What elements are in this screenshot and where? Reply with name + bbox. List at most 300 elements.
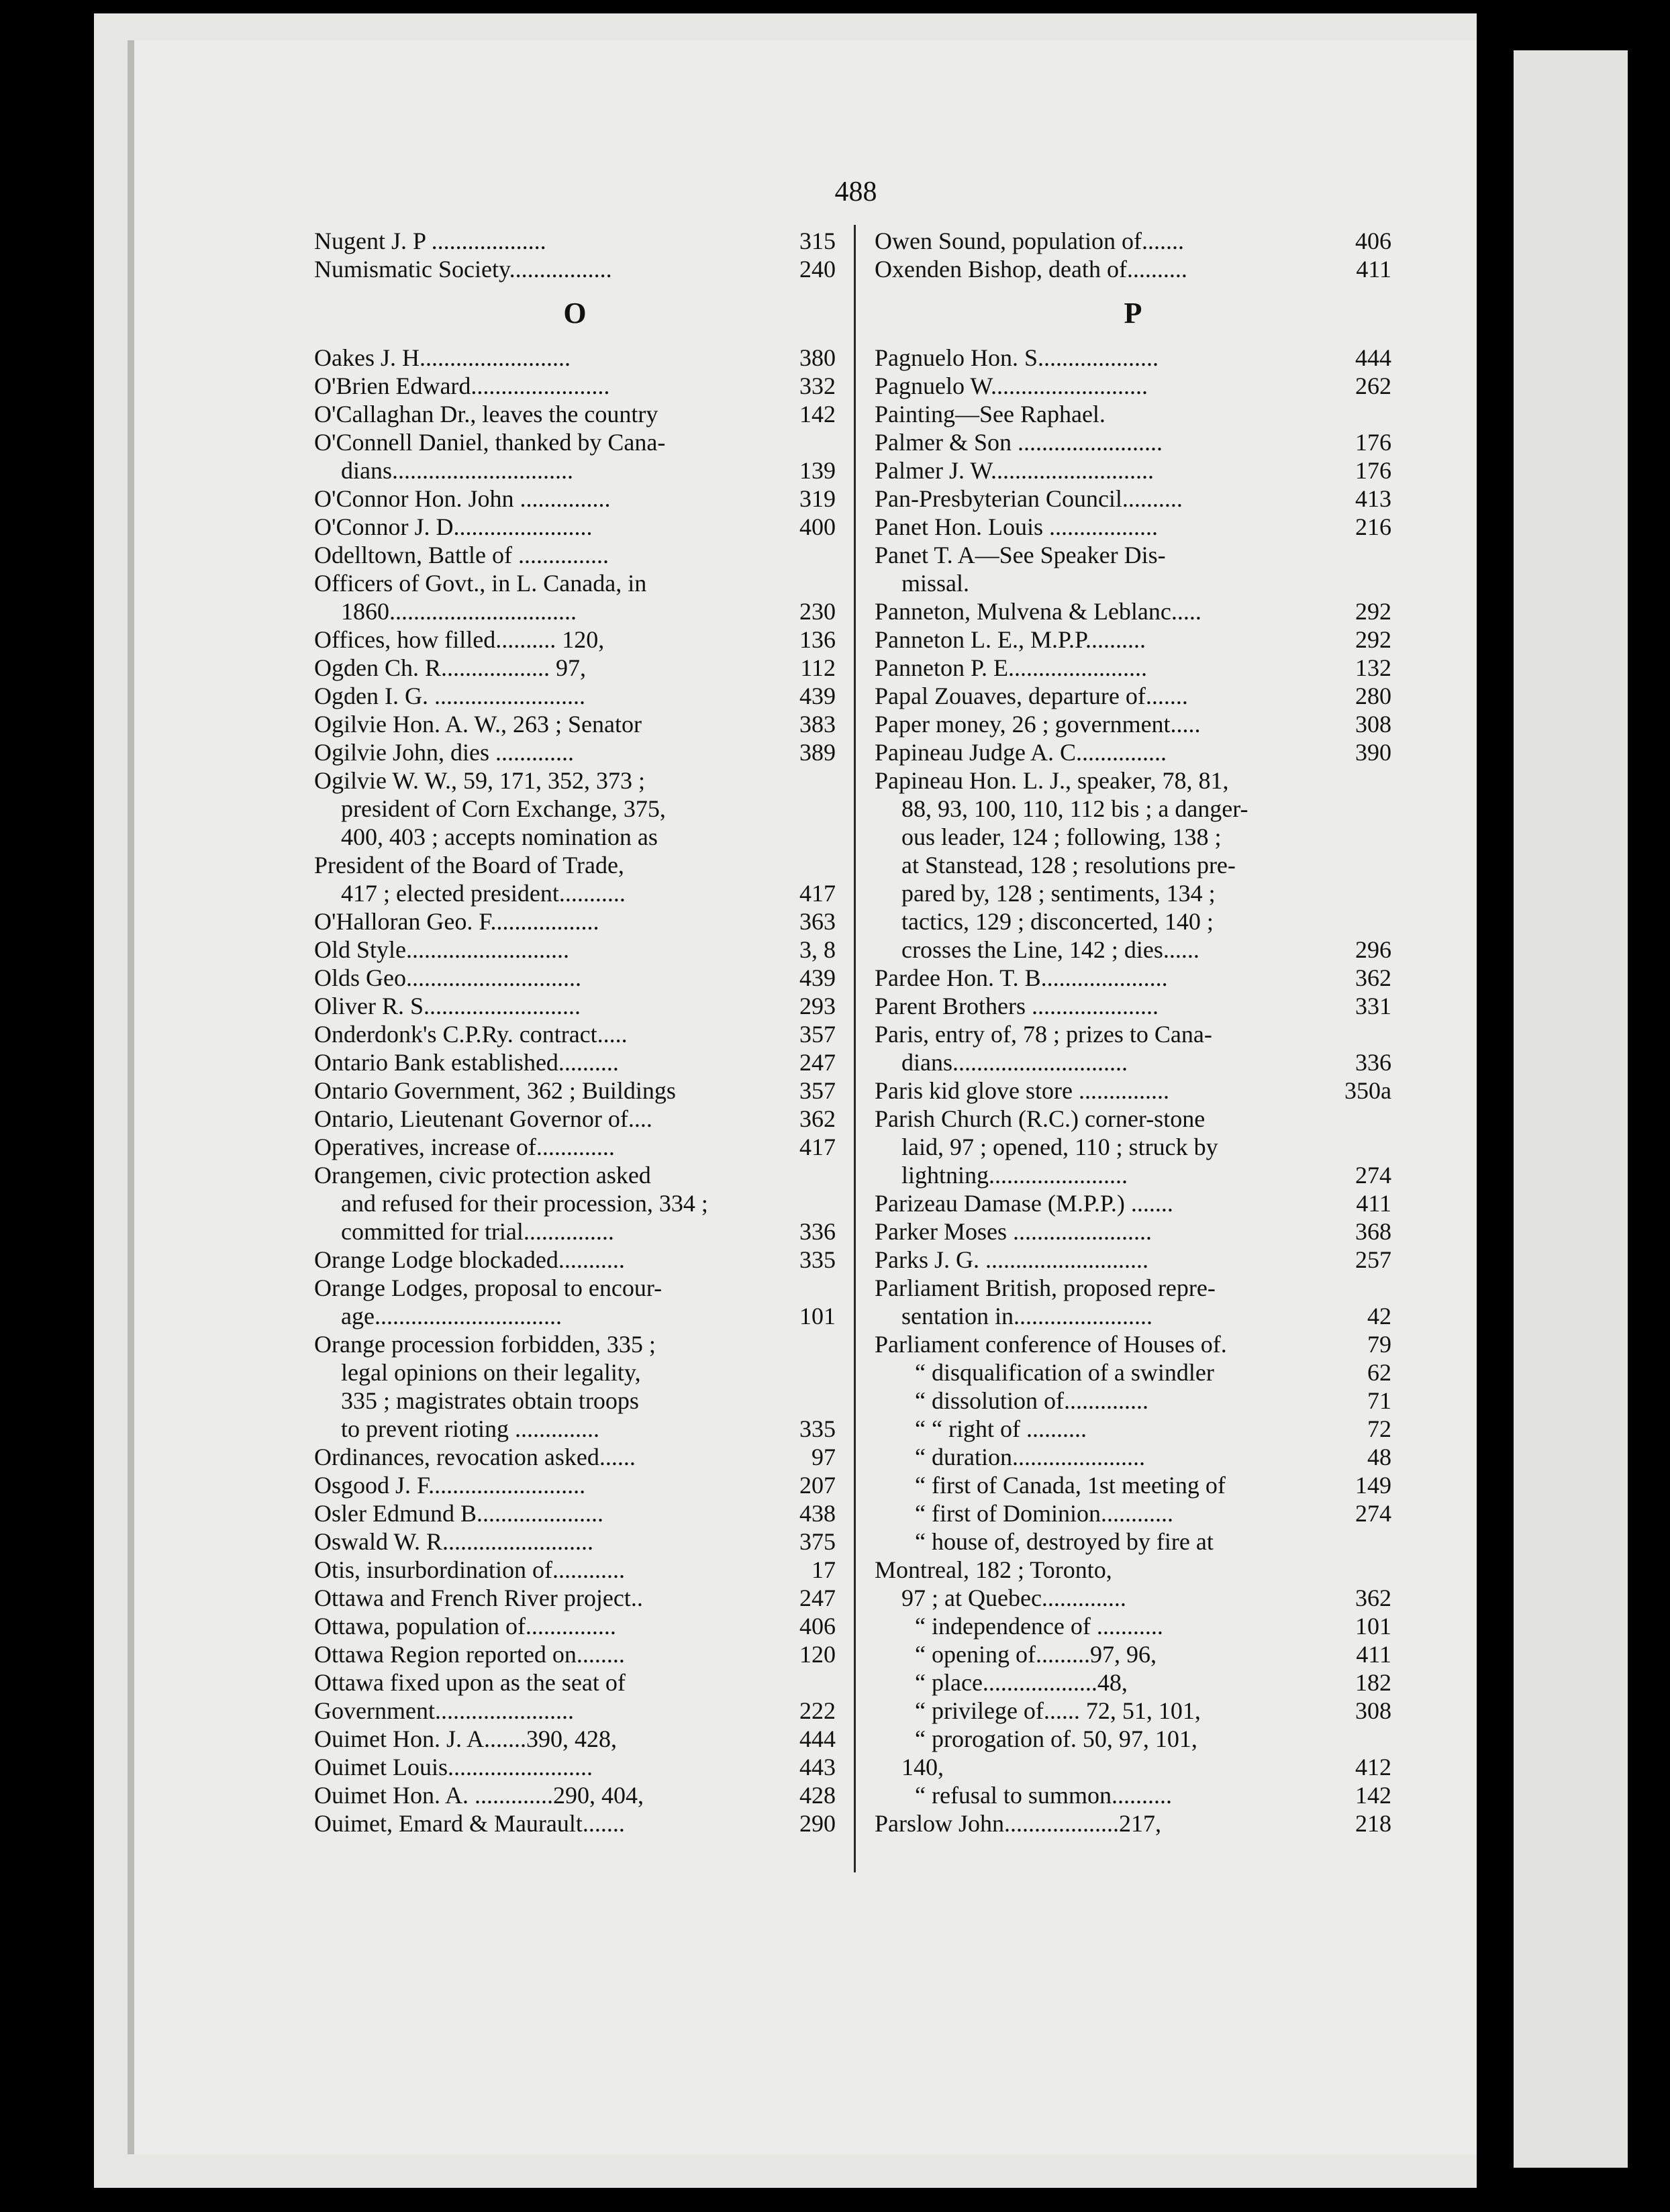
index-entry [875, 541, 1391, 569]
entry-text: “ house of, destroyed by fire at [915, 1528, 1214, 1555]
entry-text: Ontario, Lieutenant Governor of.... [314, 1105, 652, 1132]
entry-text: Orangemen, civic protection asked [314, 1162, 651, 1189]
entry-page: 336 [1355, 1049, 1391, 1076]
index-entry [875, 1161, 1391, 1189]
index-entry [314, 1217, 836, 1246]
index-entry [875, 1527, 1391, 1556]
entry-text: Otis, insurbordination of............ [314, 1556, 625, 1583]
index-entry [314, 1358, 836, 1387]
entry-text: Ontario Government, 362 ; Buildings [314, 1077, 676, 1104]
entry-text: “ place...................48, [915, 1669, 1128, 1696]
entry-text: committed for trial............... [341, 1218, 614, 1245]
index-entry [875, 344, 1391, 372]
entry-text: Ogilvie John, dies ............. [314, 739, 574, 766]
entry-text: Ontario Bank established.......... [314, 1049, 619, 1076]
entry-page: 216 [1355, 513, 1391, 540]
entry-page: 406 [799, 1613, 836, 1640]
index-entry [314, 1443, 836, 1471]
entry-page: 72 [1367, 1415, 1391, 1442]
entry-text: “ first of Dominion............ [915, 1500, 1173, 1527]
index-entry [314, 1584, 836, 1612]
entry-page: 319 [799, 485, 836, 512]
entry-page: 142 [799, 401, 836, 428]
entry-page: 443 [799, 1754, 836, 1780]
index-entry [875, 851, 1391, 879]
entry-text: Owen Sound, population of....... [875, 228, 1184, 254]
entry-text: Parliament conference of Houses of. [875, 1331, 1227, 1358]
entry-text: missal. [901, 570, 970, 597]
entry-page: 400 [799, 513, 836, 540]
index-entry [314, 1105, 836, 1133]
entry-page: 362 [1355, 964, 1391, 991]
entry-page: 79 [1367, 1331, 1391, 1358]
index-entry [875, 1330, 1391, 1358]
entry-text: president of Corn Exchange, 375, [341, 795, 666, 822]
index-entry [875, 1753, 1391, 1781]
entry-page: 413 [1355, 485, 1391, 512]
entry-page: 132 [1355, 654, 1391, 681]
entry-text: Ottawa fixed upon as the seat of [314, 1669, 626, 1696]
entry-page: 428 [799, 1782, 836, 1809]
index-entry [314, 1781, 836, 1809]
index-entry [875, 456, 1391, 485]
entry-page: 207 [799, 1472, 836, 1499]
entry-page: 3, 8 [799, 936, 836, 963]
entry-text: Pan-Presbyterian Council.......... [875, 485, 1183, 512]
index-entry [314, 541, 836, 569]
entry-text: Parish Church (R.C.) corner-stone [875, 1105, 1206, 1132]
index-entry [875, 1387, 1391, 1415]
index-entry [314, 1697, 836, 1725]
entry-text: 97 ; at Quebec.............. [901, 1585, 1126, 1611]
entry-page: 390 [1355, 739, 1391, 766]
book-spine [1477, 0, 1514, 2212]
entry-text: Paper money, 26 ; government..... [875, 711, 1201, 738]
entry-page: 335 [799, 1415, 836, 1442]
entry-text: Panet T. A—See Speaker Dis- [875, 542, 1166, 568]
index-entry [875, 1809, 1391, 1838]
entry-page: 380 [799, 344, 836, 371]
index-entry [875, 400, 1391, 428]
section-heading: O [563, 297, 587, 330]
index-entry [314, 597, 836, 625]
entry-text: ous leader, 124 ; following, 138 ; [901, 823, 1222, 850]
index-entry [875, 1302, 1391, 1330]
index-entry [875, 428, 1391, 456]
entry-text: Montreal, 182 ; Toronto, [875, 1556, 1112, 1583]
entry-page: 176 [1355, 429, 1391, 456]
entry-text: Olds Geo............................. [314, 964, 581, 991]
index-entry [875, 1499, 1391, 1527]
index-entry [875, 1415, 1391, 1443]
index-entry [314, 654, 836, 682]
entry-text: 335 ; magistrates obtain troops [341, 1387, 639, 1414]
entry-text: “ “ right of .......... [915, 1415, 1087, 1442]
entry-text: sentation in....................... [901, 1303, 1152, 1329]
entry-page: 439 [799, 964, 836, 991]
entry-page: 42 [1367, 1303, 1391, 1329]
entry-text: Osler Edmund B..................... [314, 1500, 603, 1527]
entry-page: 240 [799, 256, 836, 283]
entry-page: 444 [1355, 344, 1391, 371]
entry-page: 308 [1355, 711, 1391, 738]
index-entry [314, 992, 836, 1020]
index-entry [314, 907, 836, 936]
index-entry [875, 1076, 1391, 1105]
entry-text: Parks J. G. ........................... [875, 1246, 1149, 1273]
entry-page: 315 [799, 228, 836, 254]
entry-page: 176 [1355, 457, 1391, 484]
index-entry [314, 400, 836, 428]
entry-page: 257 [1355, 1246, 1391, 1273]
entry-text: Orange Lodge blockaded........... [314, 1246, 625, 1273]
index-entry [314, 1640, 836, 1668]
entry-text: “ dissolution of.............. [915, 1387, 1148, 1414]
entry-text: Ottawa and French River project.. [314, 1585, 643, 1611]
index-entry [314, 1471, 836, 1499]
entry-text: Panneton L. E., M.P.P.......... [875, 626, 1146, 653]
index-entry [314, 1048, 836, 1076]
entry-text: O'Connor Hon. John ............... [314, 485, 611, 512]
entry-text: 140, [901, 1754, 944, 1780]
entry-text: Operatives, increase of............. [314, 1134, 615, 1160]
entry-text: Paris, entry of, 78 ; prizes to Cana- [875, 1021, 1212, 1048]
index-entry [314, 795, 836, 823]
entry-page: 308 [1355, 1697, 1391, 1724]
index-entry [875, 1612, 1391, 1640]
index-entry [314, 1725, 836, 1753]
index-entry [875, 1725, 1391, 1753]
entry-page: 247 [799, 1049, 836, 1076]
index-entry [875, 1274, 1391, 1302]
index-entry [314, 372, 836, 400]
index-entry [875, 879, 1391, 907]
entry-text: Oakes J. H......................... [314, 344, 571, 371]
entry-page: 71 [1367, 1387, 1391, 1414]
entry-page: 274 [1355, 1500, 1391, 1527]
index-entry [314, 485, 836, 513]
entry-page: 280 [1355, 683, 1391, 709]
entry-page: 335 [799, 1246, 836, 1273]
entry-text: Osgood J. F.......................... [314, 1472, 586, 1499]
entry-text: Ogilvie W. W., 59, 171, 352, 373 ; [314, 767, 646, 794]
entry-page: 120 [799, 1641, 836, 1668]
index-entry [314, 879, 836, 907]
entry-text: 400, 403 ; accepts nomination as [341, 823, 658, 850]
index-entry [875, 227, 1391, 255]
index-entry [314, 1133, 836, 1161]
entry-text: Onderdonk's C.P.Ry. contract..... [314, 1021, 628, 1048]
entry-text: Painting—See Raphael. [875, 401, 1106, 428]
entry-text: Old Style........................... [314, 936, 570, 963]
index-entry [875, 1668, 1391, 1697]
right-column [875, 227, 1391, 1838]
index-entry [875, 1584, 1391, 1612]
entry-page: 296 [1355, 936, 1391, 963]
section-heading: P [1124, 297, 1142, 330]
index-entry [314, 1076, 836, 1105]
entry-text: O'Connell Daniel, thanked by Cana- [314, 429, 666, 456]
entry-text: Ouimet Hon. J. A.......390, 428, [314, 1725, 618, 1752]
entry-text: Ogden Ch. R.................. 97, [314, 654, 586, 681]
index-entry [875, 1358, 1391, 1387]
entry-page: 222 [799, 1697, 836, 1724]
entry-text: crosses the Line, 142 ; dies...... [901, 936, 1199, 963]
entry-page: 112 [800, 654, 836, 681]
entry-page: 350a [1344, 1077, 1391, 1104]
entry-text: Ogden I. G. ......................... [314, 683, 585, 709]
entry-page: 389 [799, 739, 836, 766]
entry-text: “ prorogation of. 50, 97, 101, [915, 1725, 1197, 1752]
index-entry [314, 1809, 836, 1838]
entry-page: 417 [799, 880, 836, 907]
entry-text: tactics, 129 ; disconcerted, 140 ; [901, 908, 1214, 935]
entry-text: Ogilvie Hon. A. W., 263 ; Senator [314, 711, 642, 738]
index-entry [314, 823, 836, 851]
entry-page: 292 [1355, 626, 1391, 653]
entry-page: 411 [1356, 1190, 1391, 1217]
entry-page: 142 [1355, 1782, 1391, 1809]
index-entry [314, 964, 836, 992]
entry-page: 247 [799, 1585, 836, 1611]
index-entry [875, 964, 1391, 992]
column-divider [854, 225, 856, 1872]
entry-page: 383 [799, 711, 836, 738]
entry-page: 439 [799, 683, 836, 709]
index-entry [314, 255, 836, 283]
entry-page: 332 [799, 372, 836, 399]
entry-text: Ouimet Louis........................ [314, 1754, 593, 1780]
index-entry [875, 1189, 1391, 1217]
entry-text: Orange Lodges, proposal to encour- [314, 1274, 662, 1301]
entry-text: Officers of Govt., in L. Canada, in [314, 570, 647, 597]
index-entry [875, 766, 1391, 795]
entry-text: 88, 93, 100, 110, 112 bis ; a danger- [901, 795, 1248, 822]
entry-page: 375 [799, 1528, 836, 1555]
entry-text: Parizeau Damase (M.P.P.) ....... [875, 1190, 1173, 1217]
entry-text: pared by, 128 ; sentiments, 134 ; [901, 880, 1216, 907]
index-entry [875, 654, 1391, 682]
index-entry [314, 1387, 836, 1415]
entry-text: Ouimet, Emard & Maurault....... [314, 1810, 625, 1837]
entry-text: “ refusal to summon.......... [915, 1782, 1172, 1809]
entry-text: Pardee Hon. T. B..................... [875, 964, 1168, 991]
entry-page: 362 [799, 1105, 836, 1132]
index-entry [314, 1302, 836, 1330]
entry-page: 438 [799, 1500, 836, 1527]
entry-page: 218 [1355, 1810, 1391, 1837]
entry-page: 406 [1355, 228, 1391, 254]
entry-text: Papal Zouaves, departure of....... [875, 683, 1188, 709]
index-entry [314, 851, 836, 879]
entry-text: and refused for their procession, 334 ; [341, 1190, 708, 1217]
entry-page: 101 [1355, 1613, 1391, 1640]
entry-text: Parliament British, proposed repre- [875, 1274, 1216, 1301]
entry-text: Panet Hon. Louis .................. [875, 513, 1158, 540]
index-entry [314, 1499, 836, 1527]
entry-text: “ independence of ........... [915, 1613, 1163, 1640]
entry-text: Palmer J. W........................... [875, 457, 1155, 484]
index-entry [314, 682, 836, 710]
entry-text: at Stanstead, 128 ; resolutions pre- [901, 852, 1236, 878]
entry-page: 357 [799, 1021, 836, 1048]
entry-page: 62 [1367, 1359, 1391, 1386]
entry-text: Parent Brothers ..................... [875, 993, 1159, 1019]
entry-page: 362 [1355, 1585, 1391, 1611]
entry-page: 149 [1355, 1472, 1391, 1499]
index-entry [314, 227, 836, 255]
index-entry [875, 1697, 1391, 1725]
entry-text: “ duration...................... [915, 1444, 1145, 1470]
entry-page: 417 [799, 1134, 836, 1160]
index-entry [314, 428, 836, 456]
entry-page: 230 [799, 598, 836, 625]
entry-page: 331 [1355, 993, 1391, 1019]
index-entry [314, 1330, 836, 1358]
entry-text: 417 ; elected president........... [341, 880, 626, 907]
index-entry [314, 1020, 836, 1048]
index-entry [314, 1753, 836, 1781]
index-entry [875, 1105, 1391, 1133]
entry-text: Oswald W. R......................... [314, 1528, 594, 1555]
index-entry [314, 344, 836, 372]
index-entry [875, 1020, 1391, 1048]
entry-page: 411 [1356, 1641, 1391, 1668]
entry-page: 292 [1355, 598, 1391, 625]
entry-page: 262 [1355, 372, 1391, 399]
entry-text: Papineau Hon. L. J., speaker, 78, 81, [875, 767, 1229, 794]
entry-text: O'Brien Edward....................... [314, 372, 610, 399]
entry-text: Panneton P. E....................... [875, 654, 1148, 681]
entry-text: Ordinances, revocation asked...... [314, 1444, 636, 1470]
index-entry [875, 1443, 1391, 1471]
entry-text: Ottawa, population of............... [314, 1613, 616, 1640]
index-entry [875, 1640, 1391, 1668]
index-entry [875, 372, 1391, 400]
entry-text: President of the Board of Trade, [314, 852, 624, 878]
index-entry [314, 1668, 836, 1697]
entry-text: 1860............................... [341, 598, 577, 625]
index-entry [314, 710, 836, 738]
entry-text: dians.............................. [341, 457, 573, 484]
entry-text: dians............................. [901, 1049, 1128, 1076]
index-entry [875, 795, 1391, 823]
entry-text: Ouimet Hon. A. .............290, 404, [314, 1782, 644, 1809]
index-entry [875, 485, 1391, 513]
index-entry [875, 625, 1391, 654]
entry-text: O'Connor J. D....................... [314, 513, 593, 540]
index-entry [875, 710, 1391, 738]
index-entry [875, 682, 1391, 710]
left-column [314, 227, 836, 1838]
index-entry [875, 1217, 1391, 1246]
entry-text: Oxenden Bishop, death of.......... [875, 256, 1187, 283]
index-entry [314, 1274, 836, 1302]
entry-page: 139 [799, 457, 836, 484]
entry-page: 368 [1355, 1218, 1391, 1245]
entry-text: Paris kid glove store ............... [875, 1077, 1169, 1104]
entry-text: Panneton, Mulvena & Leblanc..... [875, 598, 1201, 625]
entry-page: 136 [799, 626, 836, 653]
index-entry [314, 1612, 836, 1640]
entry-text: Palmer & Son ........................ [875, 429, 1163, 456]
entry-text: O'Callaghan Dr., leaves the country [314, 401, 658, 428]
entry-text: Orange procession forbidden, 335 ; [314, 1331, 656, 1358]
index-entry [875, 992, 1391, 1020]
entry-text: O'Halloran Geo. F.................. [314, 908, 599, 935]
entry-text: to prevent rioting .............. [341, 1415, 599, 1442]
index-entry [314, 738, 836, 766]
entry-text: Parslow John...................217, [875, 1810, 1162, 1837]
entry-text: Pagnuelo Hon. S.................... [875, 344, 1159, 371]
entry-text: Government....................... [314, 1697, 574, 1724]
entry-page: 48 [1367, 1444, 1391, 1470]
entry-page: 444 [799, 1725, 836, 1752]
entry-text: Pagnuelo W.......................... [875, 372, 1148, 399]
entry-text: Odelltown, Battle of ............... [314, 542, 609, 568]
entry-text: lightning....................... [901, 1162, 1128, 1189]
index-entry [875, 1556, 1391, 1584]
entry-page: 293 [799, 993, 836, 1019]
index-entry [314, 1161, 836, 1189]
entry-page: 363 [799, 908, 836, 935]
entry-text: legal opinions on their legality, [341, 1359, 641, 1386]
index-entry [875, 738, 1391, 766]
entry-text: “ privilege of...... 72, 51, 101, [915, 1697, 1201, 1724]
entry-page: 274 [1355, 1162, 1391, 1189]
page-number: 488 [834, 177, 877, 207]
entry-text: “ first of Canada, 1st meeting of [915, 1472, 1226, 1499]
index-entry [314, 569, 836, 597]
entry-text: Ottawa Region reported on........ [314, 1641, 625, 1668]
entry-page: 290 [799, 1810, 836, 1837]
entry-text: “ opening of.........97, 96, [915, 1641, 1157, 1668]
index-entry [314, 456, 836, 485]
index-entry [314, 625, 836, 654]
entry-text: “ disqualification of a swindler [915, 1359, 1214, 1386]
entry-page: 101 [799, 1303, 836, 1329]
index-entry [875, 1781, 1391, 1809]
index-entry [875, 823, 1391, 851]
index-entry [875, 1471, 1391, 1499]
index-entry [875, 1048, 1391, 1076]
index-entry [875, 513, 1391, 541]
index-entry [875, 569, 1391, 597]
index-entry [314, 766, 836, 795]
entry-page: 412 [1355, 1754, 1391, 1780]
entry-text: Offices, how filled.......... 120, [314, 626, 605, 653]
entry-text: Numismatic Society................. [314, 256, 612, 283]
index-entry [314, 513, 836, 541]
index-entry [314, 1415, 836, 1443]
index-entry [875, 936, 1391, 964]
index-entry [875, 597, 1391, 625]
entry-text: Oliver R. S.......................... [314, 993, 581, 1019]
entry-page: 357 [799, 1077, 836, 1104]
index-entry [875, 1246, 1391, 1274]
index-entry [875, 907, 1391, 936]
entry-page: 411 [1356, 256, 1391, 283]
entry-page: 17 [812, 1556, 836, 1583]
entry-text: Papineau Judge A. C............... [875, 739, 1167, 766]
entry-text: laid, 97 ; opened, 110 ; struck by [901, 1134, 1218, 1160]
index-entry [314, 1527, 836, 1556]
index-entry [314, 1189, 836, 1217]
entry-page: 182 [1355, 1669, 1391, 1696]
index-entry [314, 936, 836, 964]
index-entry [875, 255, 1391, 283]
index-entry [314, 1246, 836, 1274]
